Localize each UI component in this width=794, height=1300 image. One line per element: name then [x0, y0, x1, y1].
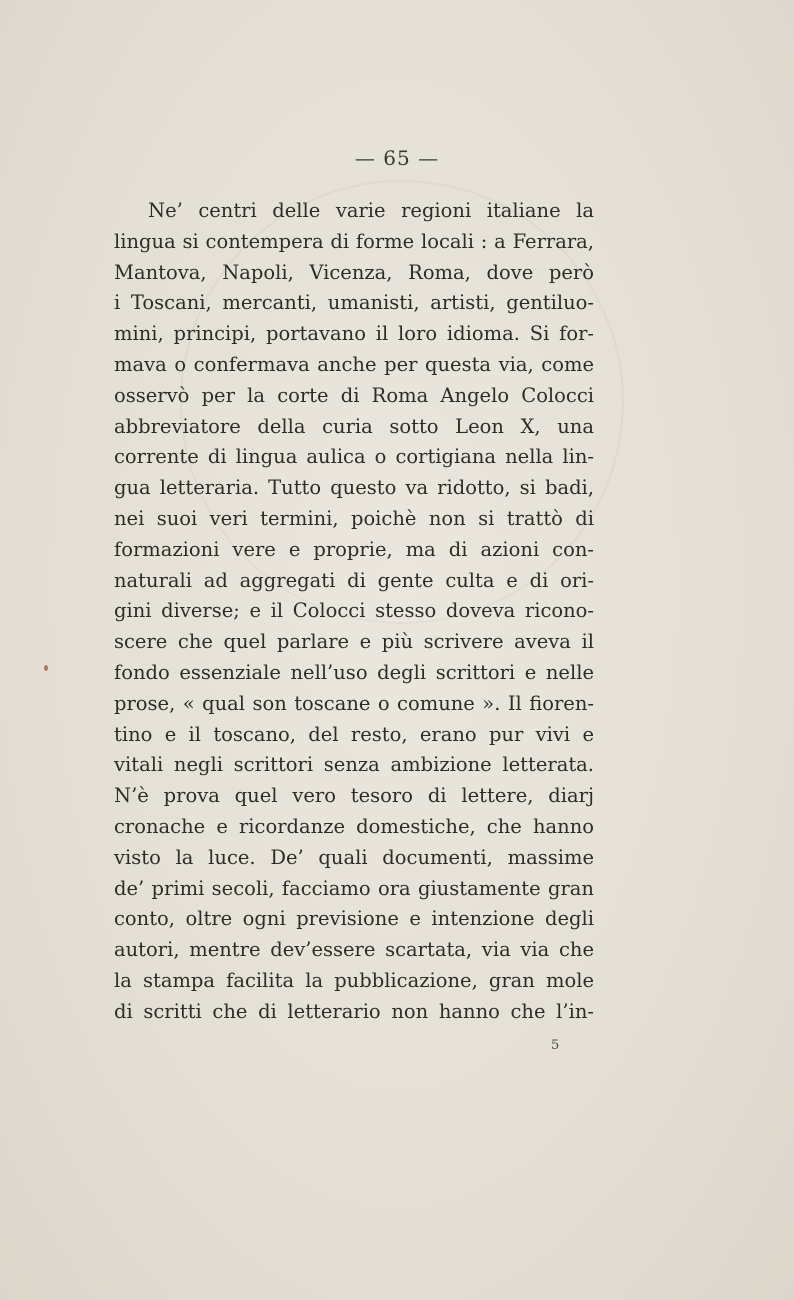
text-line: i Toscani, mercanti, umanisti, artisti, gentiluo- — [114, 291, 594, 315]
page-number-header: — 65 — — [354, 146, 440, 170]
text-line: gini diverse; e il Colocci stesso doveva ricono- — [114, 599, 594, 623]
text-line: lingua si contempera di forme locali : a Ferrara, — [114, 229, 594, 253]
text-line: mini, principi, portavano il loro idioma. Si for- — [114, 322, 594, 346]
text-line: mava o confermava anche per questa via, come — [114, 352, 594, 376]
text-line: conto, oltre ogni previsione e intenzione degli — [114, 907, 594, 931]
text-line: la stampa facilita la pubblicazione, gran mole — [114, 968, 594, 992]
text-line: scere che quel parlare e più scrivere aveva il — [114, 630, 594, 654]
text-line: N’è prova quel vero tesoro di lettere, diarj — [114, 784, 594, 808]
text-line: Ne’ centri delle varie regioni italiane la — [148, 199, 594, 222]
text-line: vitali negli scrittori senza ambizione letterata. — [114, 753, 594, 777]
text-line: visto la luce. De’ quali documenti, massime — [114, 845, 594, 869]
text-line: abbreviatore della curia sotto Leon X, una — [114, 414, 594, 438]
text-line: cronache e ricordanze domestiche, che hanno — [114, 814, 594, 838]
text-line: tino e il toscano, del resto, erano pur vivi e — [114, 722, 594, 746]
text-line: corrente di lingua aulica o cortigiana nella lin- — [114, 445, 594, 469]
text-line: osservò per la corte di Roma Angelo Colocci — [114, 383, 594, 407]
signature-mark: 5 — [551, 1038, 560, 1053]
text-line: Mantova, Napoli, Vicenza, Roma, dove però — [114, 260, 594, 284]
text-line: fondo essenziale nell’uso degli scrittori e nelle — [114, 660, 594, 684]
text-line: formazioni vere e proprie, ma di azioni con- — [114, 537, 594, 561]
body-text — [114, 196, 594, 1028]
text-line: de’ primi secoli, facciamo ora giustamente gran — [114, 876, 594, 900]
text-line: prose, « qual son toscane o comune ». Il fioren- — [114, 691, 594, 715]
text-line: naturali ad aggregati di gente culta e di ori- — [114, 568, 594, 592]
text-line: gua letteraria. Tutto questo va ridotto, si badi, — [114, 476, 594, 500]
text-line: autori, mentre dev’essere scartata, via via che — [114, 938, 594, 962]
text-line: di scritti che di letterario non hanno che l’in- — [114, 999, 594, 1023]
text-line: nei suoi veri termini, poichè non si trattò di — [114, 506, 594, 530]
ink-speck — [44, 665, 48, 671]
